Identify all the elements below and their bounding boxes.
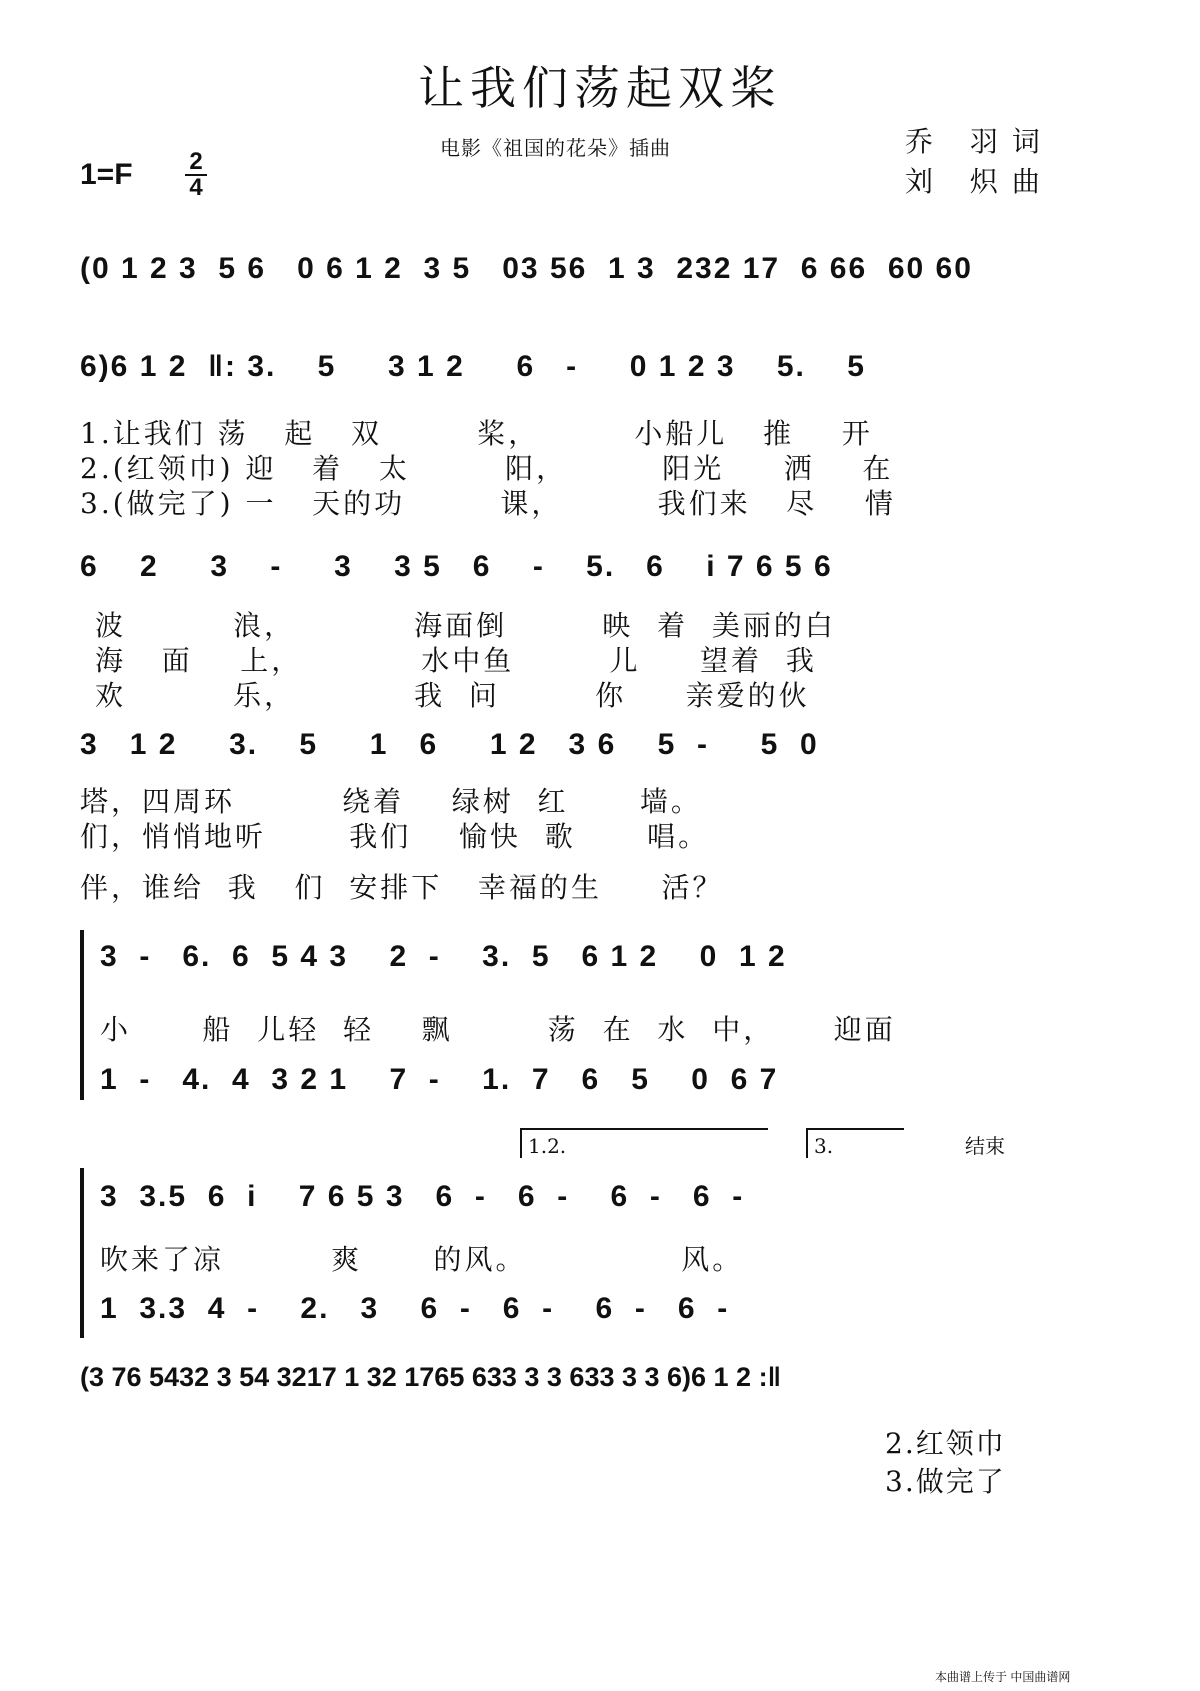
lyric-verse1-line3: 塔，四周环 绕着 绿树 红 墙。	[80, 785, 702, 818]
lyric-verse2-line1: 2.(红领巾) 迎 着 太 阳， 阳光 洒 在	[80, 452, 894, 485]
volta-second: 3.	[806, 1128, 904, 1158]
lyric-verse3-line1: 3.(做完了) 一 天的功 课， 我们来 尽 情	[80, 487, 896, 520]
staff-3-notes: 6 2 3 - 3 3 5 6 - 5. 6 i 7 6 5 6	[80, 550, 833, 583]
time-signature-bottom: 4	[185, 174, 207, 200]
alternate-lyric-2: 2.红领巾	[885, 1427, 1006, 1460]
song-subtitle: 电影《祖国的花朵》插曲	[440, 136, 671, 160]
lyric-verse2-line2: 海 面 上， 水中鱼 儿 望着 我	[95, 644, 817, 677]
end-label: 结束	[965, 1134, 1005, 1158]
lyric-verse1-line2: 波 浪， 海面倒 映 着 美丽的白	[95, 609, 836, 642]
staff-9-notes: (3 76 5432 3 54 3217 1 32 1765 633 3 3 633 3 3 6)6 1 2 :‖	[80, 1362, 781, 1392]
lyric-verse3-line2: 欢 乐， 我 问 你 亲爱的伙	[95, 679, 810, 712]
song-title: 让我们荡起双桨	[418, 61, 782, 115]
staff-7-notes: 3 3.5 6 i 7 6 5 3 6 - 6 - 6 - 6 -	[100, 1180, 745, 1213]
staff-1-notes: (0 1 2 3 5 6 0 6 1 2 3 5 03 56 1 3 232 17 6 66 60 60	[80, 252, 973, 285]
alternate-lyric-3: 3.做完了	[885, 1465, 1006, 1498]
staff-5-notes: 3 - 6. 6 5 4 3 2 - 3. 5 6 1 2 0 1 2	[100, 940, 787, 973]
lyric-verse1-line1: 1.让我们 荡 起 双 桨， 小船儿 推 开	[80, 417, 873, 450]
time-signature-top: 2	[189, 148, 203, 175]
chorus-bracket-1	[80, 930, 84, 1100]
staff-9	[80, 1362, 1130, 1412]
key-signature: 1=F	[80, 158, 133, 191]
footer-watermark: 本曲谱上传于 中国曲谱网	[935, 1670, 1071, 1684]
staff-7	[100, 1180, 1150, 1230]
staff-5	[100, 940, 1150, 990]
staff-2	[80, 350, 1130, 400]
composer-credit: 刘 炽曲	[905, 165, 1054, 198]
time-signature	[185, 150, 207, 200]
volta-first: 1.2.	[520, 1128, 768, 1158]
lyricist-credit: 乔 羽词	[905, 125, 1054, 158]
staff-6-notes: 1 - 4. 4 3 2 1 7 - 1. 7 6 5 0 6 7	[100, 1063, 779, 1096]
lyric-verse2-line3: 们，悄悄地听 我们 愉快 歌 唱。	[80, 820, 710, 853]
staff-8	[100, 1292, 1150, 1342]
lyric-chorus-line1: 小 船 儿轻 轻 飘 荡 在 水 中， 迎面	[100, 1013, 896, 1046]
chorus-bracket-2	[80, 1168, 84, 1338]
staff-6	[100, 1063, 1150, 1113]
staff-4-notes: 3 1 2 3. 5 1 6 1 2 3 6 5 - 5 0	[80, 728, 819, 761]
staff-3	[80, 550, 1130, 600]
staff-8-notes: 1 3.3 4 - 2. 3 6 - 6 - 6 - 6 -	[100, 1292, 730, 1325]
lyric-chorus-line2: 吹来了凉 爽 的风。 风。	[100, 1243, 744, 1276]
lyric-verse3-line3: 伴，谁给 我 们 安排下 幸福的生 活？	[80, 871, 724, 904]
staff-1	[80, 252, 1130, 302]
staff-4	[80, 728, 1130, 778]
staff-2-notes: 6)6 1 2 ‖: 3. 5 3 1 2 6 - 0 1 2 3 5. 5	[80, 350, 866, 383]
